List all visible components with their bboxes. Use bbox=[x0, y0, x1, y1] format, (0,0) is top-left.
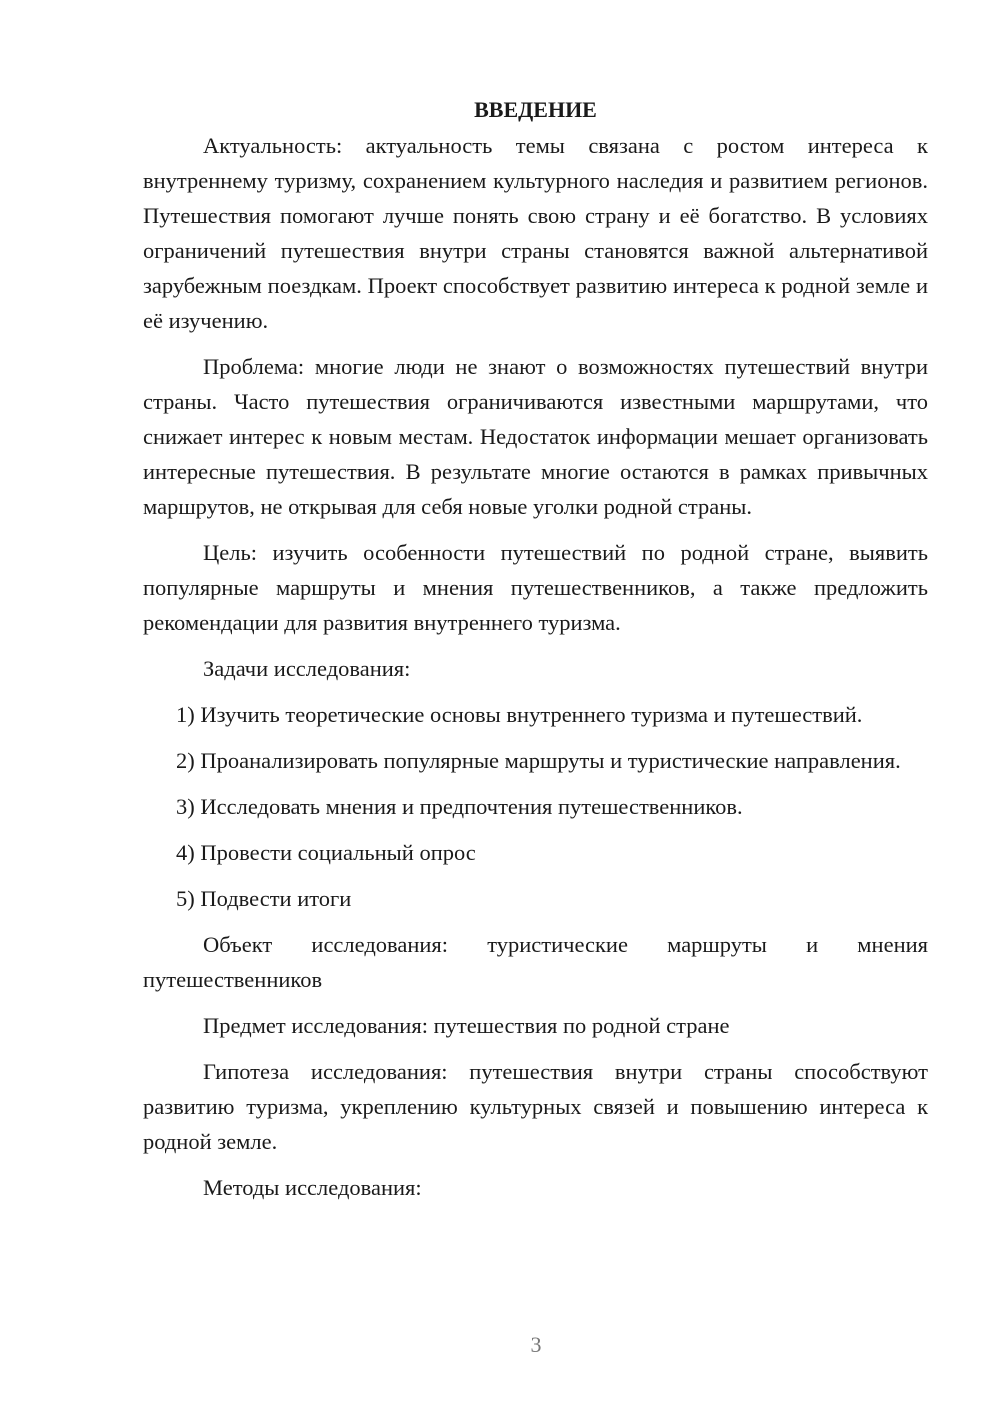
paragraph-relevance: Актуальность: актуальность темы связана с ростом интереса к внутреннему туризму, сохранением культурного наследия и развитием регионов. Путешествия помогают лучше понять свою страну и её богатство. В условиях ограничений путешествия внутри страны становятся важной альтернативой зарубежным поездкам. Проект способствует развитию интереса к родной земле и её изучению. bbox=[143, 133, 928, 333]
task-item-5: 5) Подвести итоги bbox=[176, 886, 352, 911]
paragraph-methods: Методы исследования: bbox=[203, 1175, 422, 1200]
page-body bbox=[143, 92, 928, 1216]
page-title: ВВЕДЕНИЕ bbox=[474, 97, 597, 122]
task-item-2: 2) Проанализировать популярные маршруты и туристические направления. bbox=[176, 748, 901, 773]
paragraph-subject: Предмет исследования: путешествия по родной стране bbox=[203, 1013, 730, 1038]
paragraph-object: Объект исследования: туристические маршруты и мнения путешественников bbox=[143, 932, 928, 992]
task-item-3: 3) Исследовать мнения и предпочтения путешественников. bbox=[176, 794, 743, 819]
paragraph-hypothesis: Гипотеза исследования: путешествия внутри страны способствуют развитию туризма, укреплению культурных связей и повышению интереса к родной земле. bbox=[143, 1059, 928, 1154]
task-item-4: 4) Провести социальный опрос bbox=[176, 840, 476, 865]
task-item-1: 1) Изучить теоретические основы внутреннего туризма и путешествий. bbox=[176, 702, 863, 727]
paragraph-goal: Цель: изучить особенности путешествий по родной стране, выявить популярные маршруты и мнения путешественников, а также предложить рекомендации для развития внутреннего туризма. bbox=[143, 540, 928, 635]
paragraph-problem: Проблема: многие люди не знают о возможностях путешествий внутри страны. Часто путешествия ограничиваются известными маршрутами, что снижает интерес к новым местам. Недостаток информации мешает организовать интересные путешествия. В результате многие остаются в рамках привычных маршрутов, не открывая для себя новые уголки родной страны. bbox=[143, 354, 928, 519]
page-number: 3 bbox=[530, 1332, 542, 1357]
tasks-heading: Задачи исследования: bbox=[203, 656, 411, 681]
